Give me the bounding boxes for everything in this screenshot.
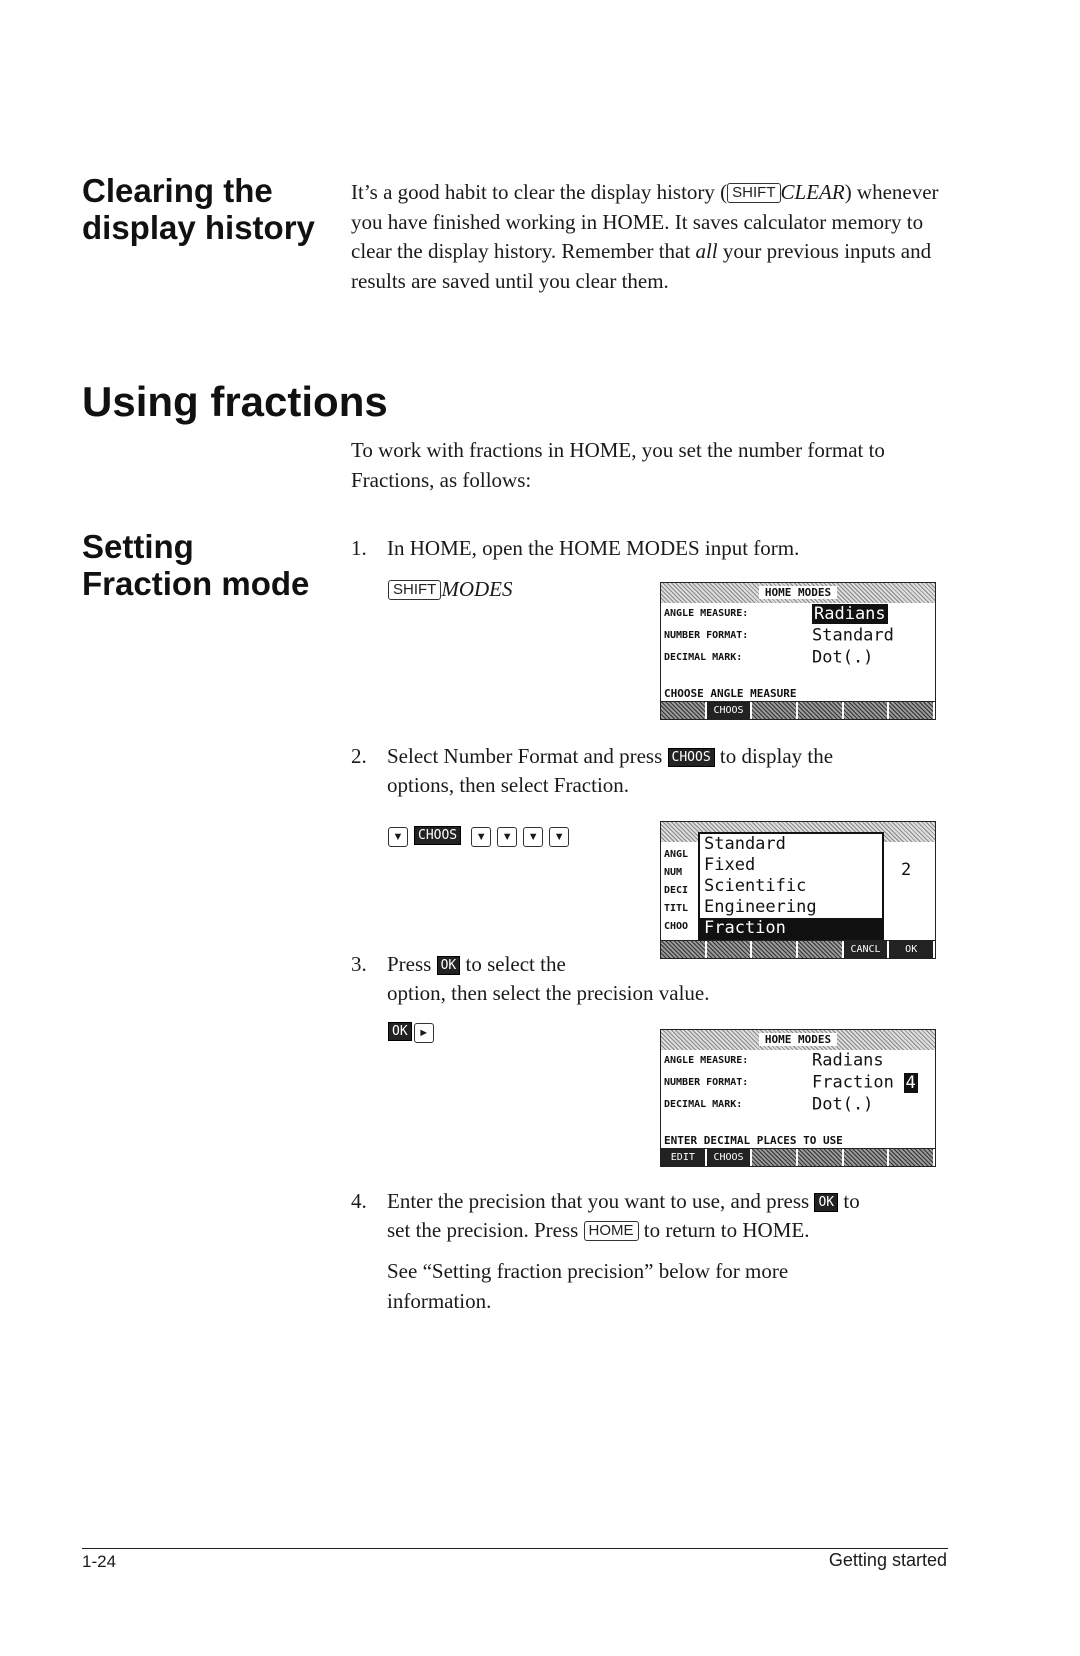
text-run: set the precision. Press	[387, 1218, 579, 1242]
softkey-choos[interactable]: CHOOS	[707, 702, 753, 719]
down-arrow-key: ▼	[549, 827, 569, 847]
step-text: In HOME, open the HOME MODES input form.	[387, 536, 800, 560]
section-heading-using-fractions: Using fractions	[82, 378, 388, 425]
modes-command: MODES	[441, 577, 513, 601]
step-text	[387, 1216, 809, 1246]
softkey-ok[interactable]: OK	[889, 941, 935, 958]
step-1	[351, 534, 951, 564]
down-arrow-key: ▼	[497, 827, 517, 847]
field-label: NUMBER FORMAT:	[664, 1077, 749, 1088]
down-arrow-key: ▼	[471, 827, 491, 847]
down-arrow-key: ▼	[388, 827, 408, 847]
text-run: your previous inputs and results are saved until you clear them.	[351, 239, 932, 293]
step-2	[351, 742, 951, 802]
angle-measure-field[interactable]: Radians	[814, 603, 886, 624]
footer-rule	[82, 1548, 948, 1549]
mode-row	[661, 1094, 935, 1116]
softkey-empty	[798, 702, 844, 719]
screen-title	[661, 1030, 935, 1050]
calculator-screen-format-chooser	[660, 821, 936, 959]
screen-help-text: ENTER DECIMAL PLACES TO USE	[664, 1134, 843, 1147]
option-fraction[interactable]: Fraction	[700, 918, 882, 939]
softkey-menu	[661, 701, 935, 719]
choos-softkey: CHOOS	[668, 748, 715, 767]
screen-help-text: CHOOSE ANGLE MEASURE	[664, 687, 797, 700]
softkey-empty	[752, 702, 798, 719]
screen-title-text: HOME MODES	[759, 586, 837, 599]
down-arrow-key: ▼	[523, 827, 543, 847]
option-standard[interactable]: Standard	[704, 834, 786, 854]
softkey-edit[interactable]: EDIT	[661, 1149, 707, 1166]
text-run: ) whenever you have finished working in HOME. It saves calculator memory to clear the display history. Remember that	[351, 180, 939, 263]
choos-softkey: CHOOS	[414, 826, 461, 845]
format-options-list	[698, 832, 884, 941]
mode-row	[661, 647, 935, 669]
field-label: CHOO	[664, 921, 689, 932]
option-engineering[interactable]: Engineering	[704, 897, 817, 917]
heading-line: display history	[82, 209, 315, 246]
shift-key: SHIFT	[727, 183, 780, 203]
softkey-menu	[661, 1148, 935, 1166]
step-text	[387, 1187, 860, 1217]
softkey-empty	[661, 941, 707, 958]
decimal-places-value: 2	[901, 860, 912, 880]
ok-softkey: OK	[814, 1193, 838, 1212]
text-run: Press	[387, 952, 432, 976]
step-number: 3.	[351, 952, 367, 976]
obscured-labels	[664, 846, 688, 936]
step-3	[351, 950, 710, 1010]
softkey-empty	[707, 941, 753, 958]
field-label: ANGLE MEASURE:	[664, 608, 749, 619]
section-heading-setting-fraction-mode	[82, 528, 309, 602]
softkey-empty	[889, 702, 935, 719]
fractions-intro-paragraph: To work with fractions in HOME, you set the number format to Fractions, as follows:	[351, 438, 885, 492]
ok-softkey: OK	[437, 956, 461, 975]
screen-title-text: HOME MODES	[759, 1033, 837, 1046]
heading-line: Clearing the	[82, 172, 273, 209]
softkey-empty	[798, 941, 844, 958]
step-text: options, then select Fraction.	[387, 773, 630, 797]
field-label: NUM	[664, 867, 683, 878]
home-key: HOME	[584, 1221, 639, 1241]
mode-row	[661, 603, 935, 625]
text-run: Enter the precision that you want to use, and press	[387, 1189, 810, 1213]
right-arrow-key: ►	[414, 1023, 434, 1043]
shift-key: SHIFT	[388, 580, 441, 600]
field-label: NUMBER FORMAT:	[664, 630, 749, 641]
text-run: to return to HOME.	[643, 1218, 810, 1242]
decimal-places-field[interactable]: 4	[905, 1072, 916, 1093]
option-scientific[interactable]: Scientific	[704, 876, 807, 896]
step-1-keys	[388, 575, 513, 605]
step-number: 1.	[351, 536, 367, 560]
field-label: DECIMAL MARK:	[664, 1099, 743, 1110]
step-note: See “Setting fraction precision” below for more information.	[387, 1259, 789, 1313]
calculator-screen-home-modes	[660, 582, 936, 720]
page-number: 1-24	[82, 1552, 117, 1571]
softkey-empty	[798, 1149, 844, 1166]
text-run: to select the	[465, 952, 566, 976]
softkey-empty	[752, 941, 798, 958]
number-format-field[interactable]: Fraction	[812, 1072, 894, 1093]
mode-row	[661, 1050, 935, 1072]
step-text: option, then select the precision value.	[387, 981, 710, 1005]
step-3-keys	[388, 1022, 440, 1043]
screen-title	[661, 583, 935, 603]
angle-measure-field[interactable]: Radians	[812, 1050, 884, 1071]
field-label: ANGL	[664, 849, 689, 860]
field-label: DECIMAL MARK:	[664, 652, 743, 663]
softkey-empty	[844, 1149, 890, 1166]
heading-line: Setting	[82, 528, 194, 565]
softkey-choos[interactable]: CHOOS	[707, 1149, 753, 1166]
softkey-empty	[889, 1149, 935, 1166]
ok-softkey: OK	[388, 1022, 412, 1041]
mode-row	[661, 625, 935, 647]
field-label: TITL	[664, 903, 689, 914]
option-fixed[interactable]: Fixed	[704, 855, 756, 875]
calculator-screen-home-modes-fraction	[660, 1029, 936, 1167]
emphasis: all	[695, 239, 718, 263]
step-4	[351, 1187, 951, 1327]
text-run: It’s a good habit to clear the display history (	[351, 180, 728, 204]
field-label: ANGLE MEASURE:	[664, 1055, 749, 1066]
softkey-cancel[interactable]: CANCL	[844, 941, 890, 958]
field-label: DECI	[664, 885, 689, 896]
text-run: to	[843, 1189, 860, 1213]
softkey-empty	[661, 702, 707, 719]
step-text	[387, 742, 833, 772]
number-format-field[interactable]: Standard	[812, 625, 894, 646]
text-run: Select Number Format and press	[387, 744, 663, 768]
decimal-mark-field[interactable]: Dot(.)	[812, 647, 874, 668]
clearing-history-paragraph	[351, 178, 951, 296]
step-text	[387, 950, 566, 980]
softkey-empty	[844, 702, 890, 719]
step-number: 2.	[351, 744, 367, 768]
mode-row	[661, 1072, 935, 1094]
clear-command: CLEAR	[780, 180, 845, 204]
heading-line: Fraction mode	[82, 565, 310, 602]
step-2-keys	[388, 826, 575, 847]
decimal-mark-field[interactable]: Dot(.)	[812, 1094, 874, 1115]
text-run: to display the	[719, 744, 834, 768]
chapter-title: Getting started	[828, 1550, 947, 1570]
section-heading-clearing-history	[82, 172, 315, 246]
step-number: 4.	[351, 1189, 367, 1213]
softkey-empty	[752, 1149, 798, 1166]
softkey-menu	[661, 940, 935, 958]
